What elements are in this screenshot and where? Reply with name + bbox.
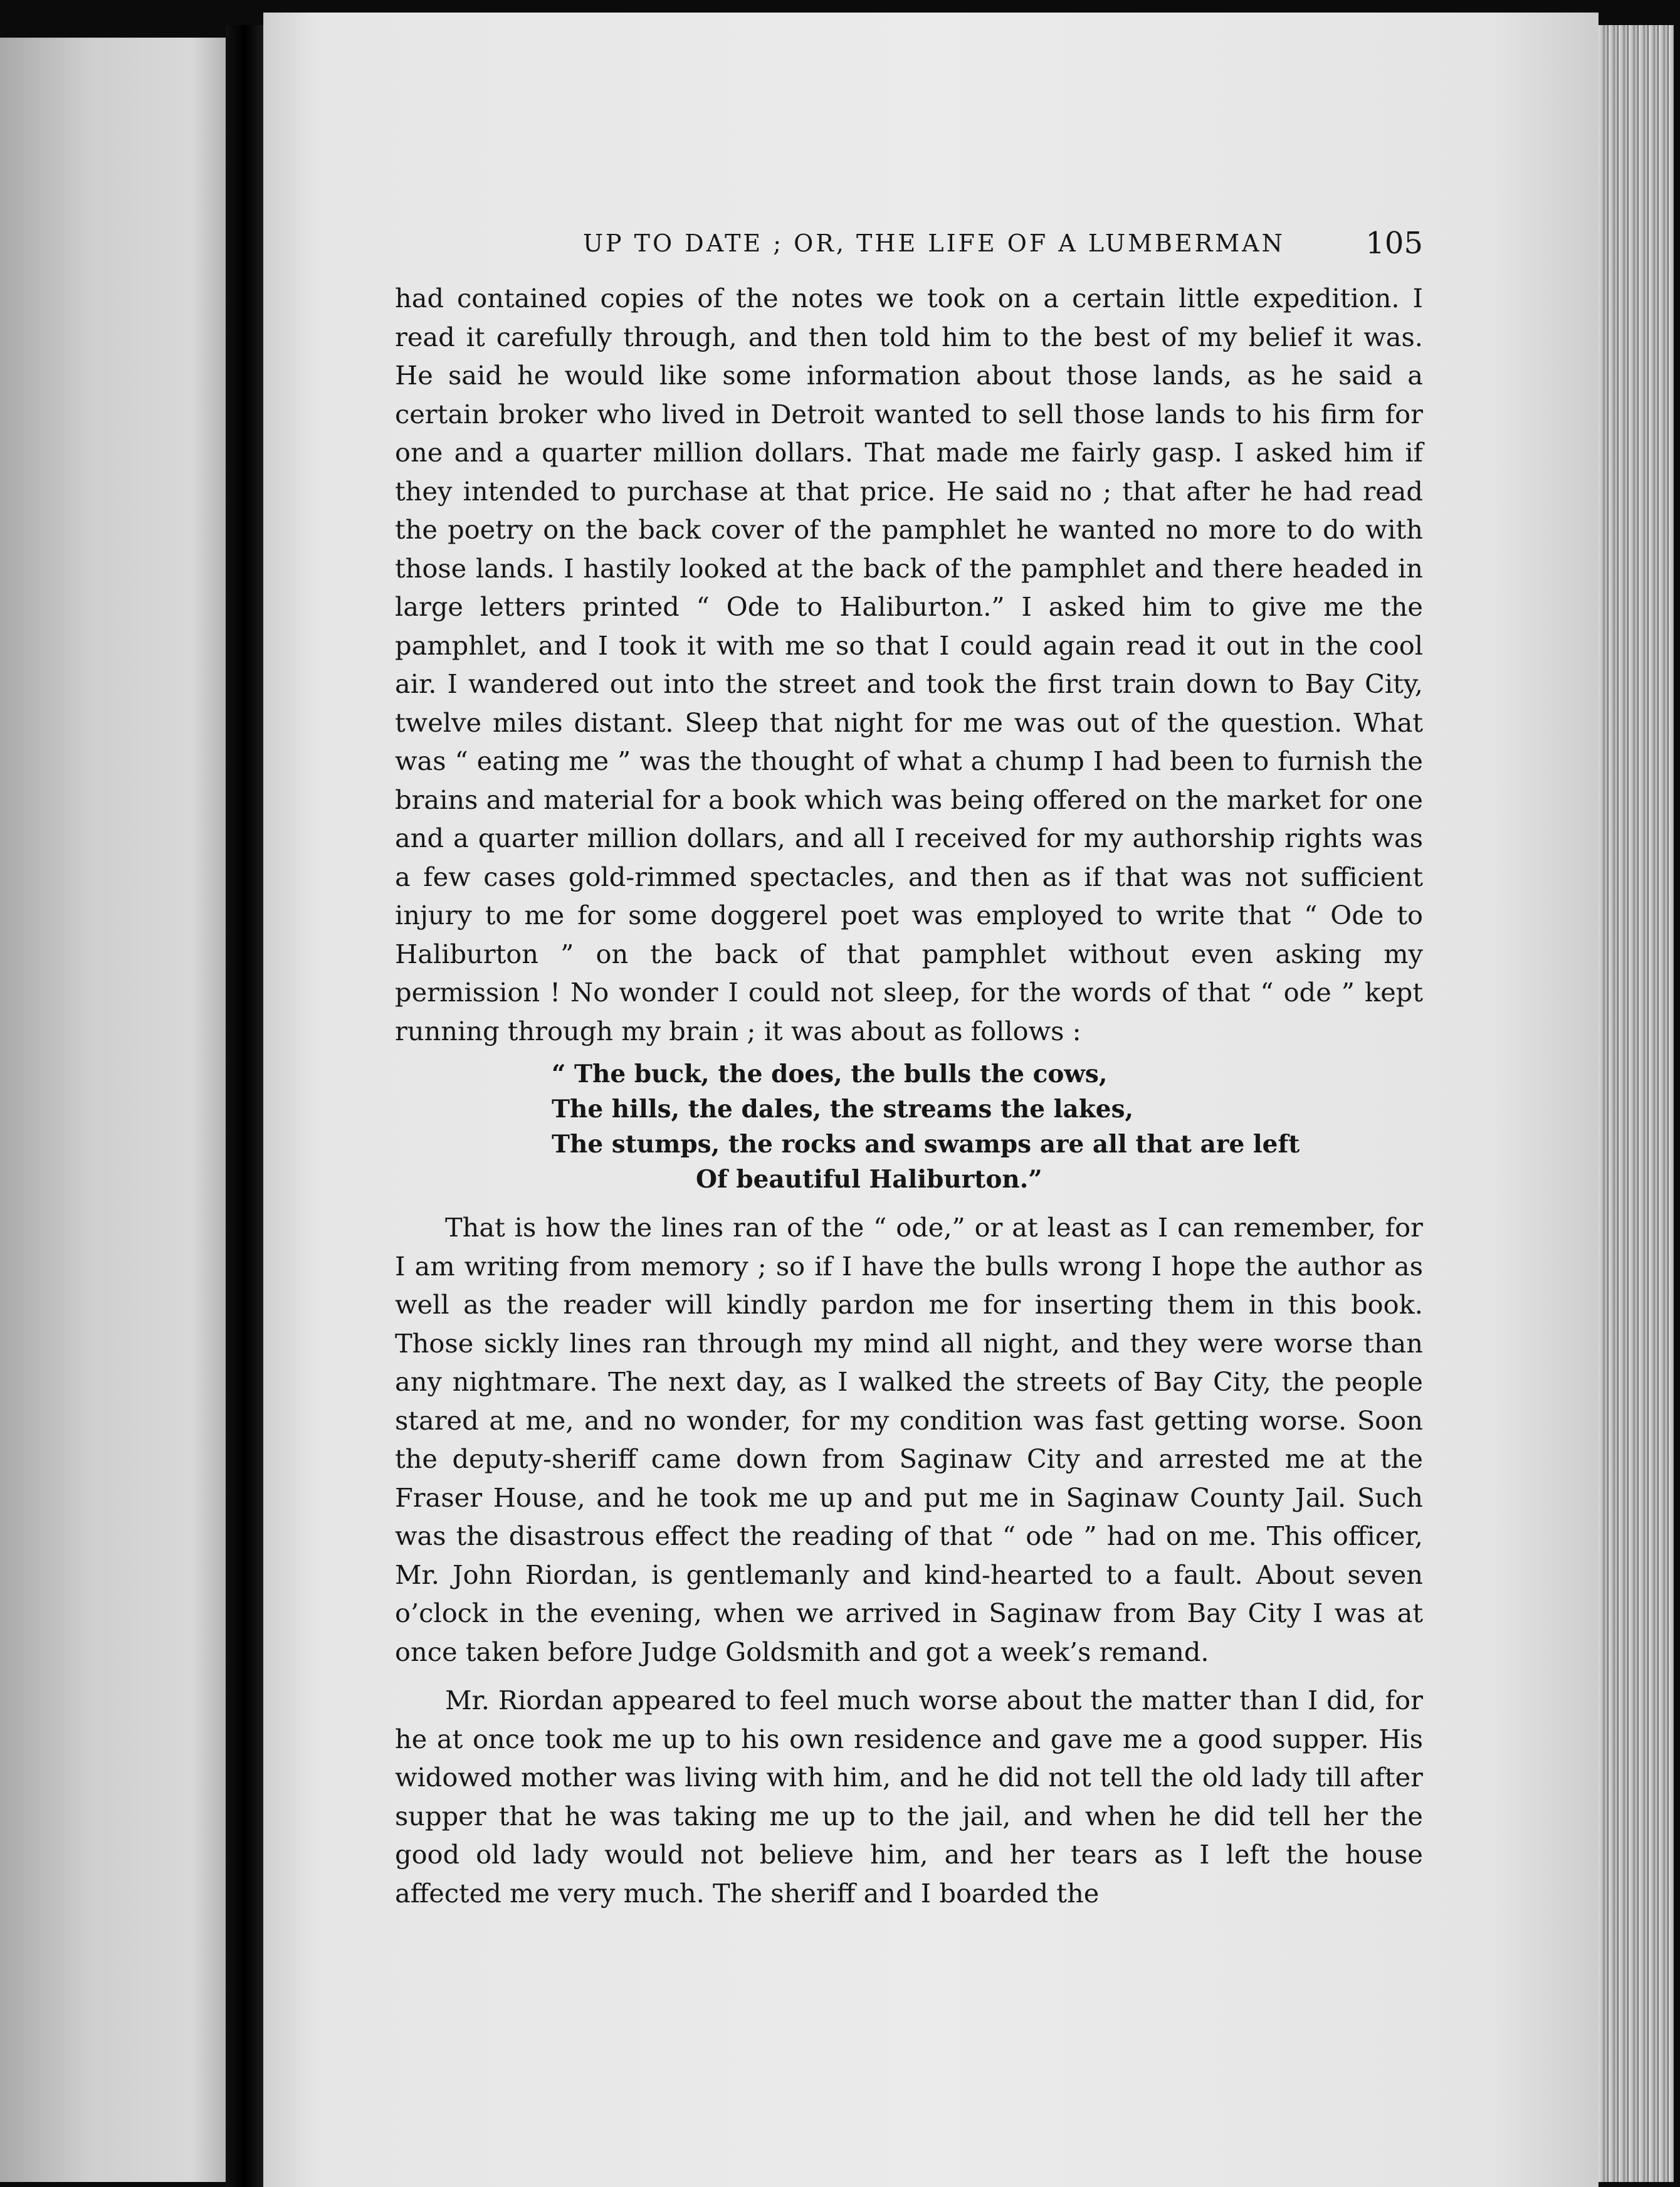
verse-line-1: “ The buck, the does, the bulls the cows, (552, 1060, 1108, 1088)
page-edges (1599, 25, 1674, 2182)
paragraph-3: Mr. Riordan appeared to feel much worse about the matter than I did, for he at once took me up to his own residence and gave me a good supper. His widowed mother was living with him, and he did not tell the old lady till after supper that he was taking me up to the jail, and when he did tell her the good old lady would not believe him, and her tears as I left the house affected me very much. The sheriff and I boarded the (395, 1685, 1423, 1909)
paragraph-1: had contained copies of the notes we took on a certain little expedition. I read it carefully through, and then told him to the best of my belief it was. He said he would like some information about those lands, as he said a certain broker who lived in Detroit wanted to sell those lands to his firm for one and a quarter million dollars. That made me fairly gasp. I asked him if they intended to purchase at that price. He said no ; that after he had read the poetry on the back cover of the pamphlet he wanted no more to do with those lands. I hastily looked at the back of the pamphlet and there headed in large letters printed “ Ode to Haliburton.” I asked him to give me the pamphlet, and I took it with me so that I could again read it out in the cool air. I wandered out into the street and took the first train down to Bay City, twelve miles distant. Sleep that night for me was out of the question. What was “ eating me ” was the thought of what a chump I had been to furnish the brains and material for a book which was being offered on the market for one and a quarter million dollars, and all I received for my authorship rights was a few cases gold-rimmed spectacles, and then as if that was not sufficient injury to me for some doggerel poet was employed to write that “ Ode to Haliburton ” on the back of that pamphlet without even asking my permission ! No wonder I could not sleep, for the words of that “ ode ” kept running through my brain ; it was about as follows : (395, 283, 1423, 1046)
left-page (0, 38, 226, 2182)
book-gutter (226, 25, 263, 2187)
verse-line-3: The stumps, the rocks and swamps are all that are left (552, 1130, 1300, 1159)
verse-line-2: The hills, the dales, the streams the lakes, (552, 1095, 1134, 1124)
page-number: 105 (1365, 226, 1423, 261)
running-title: UP TO DATE ; OR, THE LIFE OF A LUMBERMAN (583, 229, 1285, 257)
page-content (395, 226, 1423, 2006)
running-head (395, 226, 1423, 263)
paragraph-2: That is how the lines ran of the “ ode,” or at least as I can remember, for I am writing from memory ; so if I have the bulls wrong I hope the author as well as the reader will kindly pardon me for inserting them in this book. Those sickly lines ran through my mind all night, and they were worse than any nightmare. The next day, as I walked the streets of Bay City, the people stared at me, and no wonder, for my condition was fast getting worse. Soon the deputy-sheriff came down from Saginaw City and arrested me at the Fraser House, and he took me up and put me in Saginaw County Jail. Such was the disastrous effect the reading of that “ ode ” had on me. This officer, Mr. John Riordan, is gentlemanly and kind-hearted to a fault. About seven o’clock in the evening, when we arrived in Saginaw from Bay City I was at once taken before Judge Goldsmith and got a week’s remand. (395, 1212, 1423, 1667)
body-text (395, 279, 1423, 1912)
verse-line-4: Of beautiful Haliburton.” (696, 1165, 1042, 1194)
verse-block (552, 1057, 1423, 1197)
